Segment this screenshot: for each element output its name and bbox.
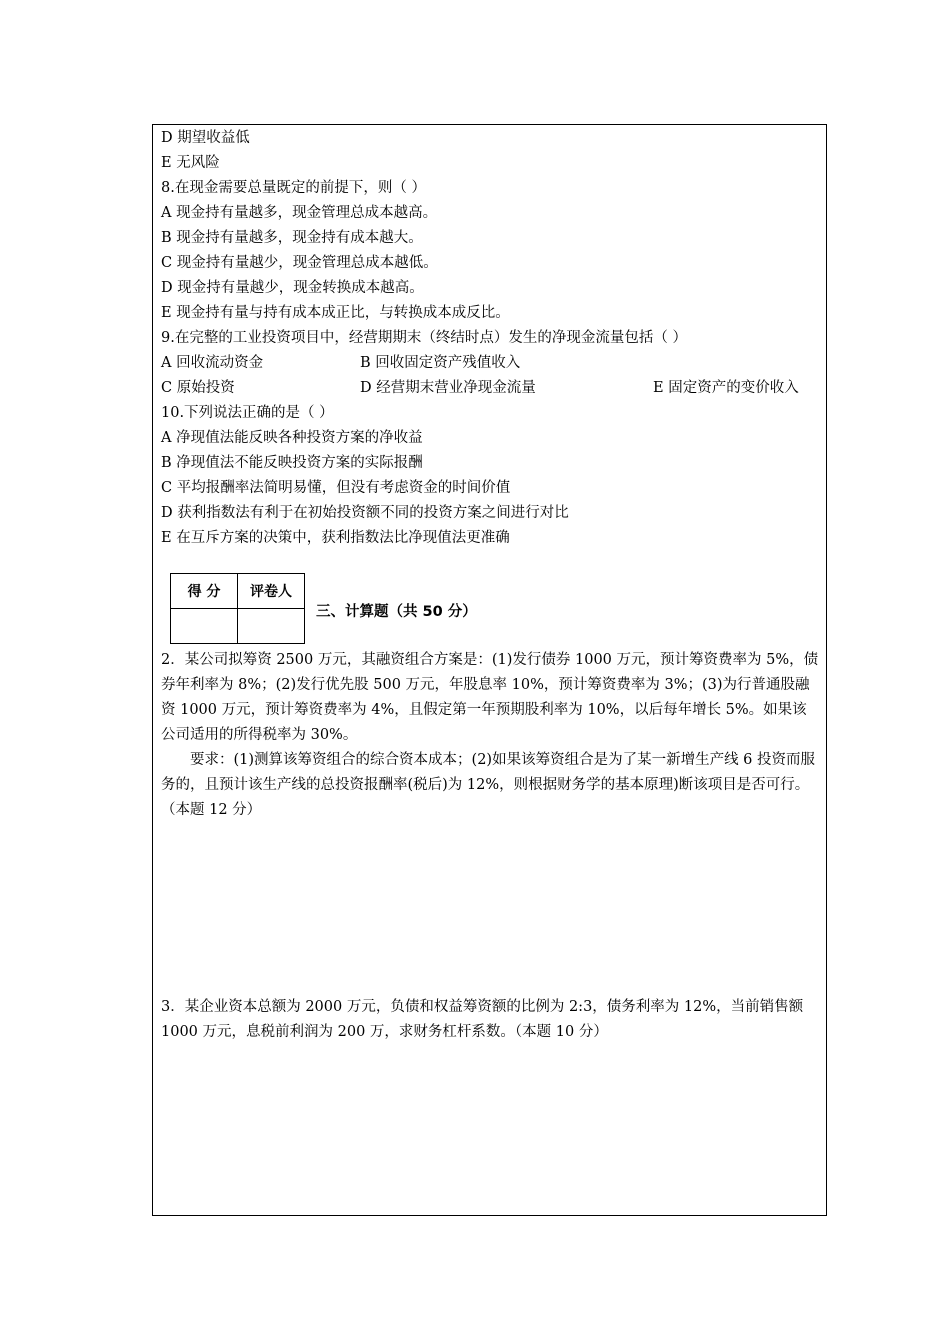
q10-option-a: A 净现值法能反映各种投资方案的净收益 — [161, 430, 423, 446]
calc-question-2 — [161, 648, 821, 823]
q10-stem: 10.下列说法正确的是（ ） — [161, 405, 334, 421]
q8-option-d: D 现金持有量越少，现金转换成本越高。 — [161, 280, 424, 296]
q7-option-e: E 无风险 — [161, 155, 220, 171]
q8-option-c: C 现金持有量越少，现金管理总成本越低。 — [161, 255, 438, 271]
score-header: 得 分 — [171, 574, 238, 609]
q10-option-e: E 在互斥方案的决策中，获利指数法比净现值法更准确 — [161, 530, 510, 546]
q8-stem: 8.在现金需要总量既定的前提下，则（ ） — [161, 180, 426, 196]
q9-option-b: B 回收固定资产残值收入 — [360, 355, 521, 371]
q9-option-d: D 经营期末营业净现金流量 — [360, 380, 536, 396]
section-title: 三、计算题（共 50 分） — [316, 604, 477, 620]
q8-option-e: E 现金持有量与持有成本成正比，与转换成本成反比。 — [161, 305, 510, 321]
calc-question-3 — [161, 995, 821, 1045]
score-table — [170, 573, 305, 644]
calc2-requirement: 要求：(1)测算该筹资组合的综合资本成本；(2)如果该筹资组合是为了某一新增生产线 6 投资而服务的，且预计该生产线的总投资报酬率(税后)为 12%，则根据财务学的基本原理)断该项目是否可行。（本题 12 分） — [161, 752, 816, 818]
score-cell — [171, 609, 238, 644]
q8-option-b: B 现金持有量越多，现金持有成本越大。 — [161, 230, 423, 246]
grader-cell — [238, 609, 305, 644]
q7-option-d: D 期望收益低 — [161, 130, 250, 146]
q10-option-b: B 净现值法不能反映投资方案的实际报酬 — [161, 455, 423, 471]
q9-option-c: C 原始投资 — [161, 380, 235, 396]
q9-option-a: A 回收流动资金 — [161, 355, 264, 371]
q10-option-c: C 平均报酬率法简明易懂，但没有考虑资金的时间价值 — [161, 480, 511, 496]
calc2-text: 2．某公司拟筹资 2500 万元，其融资组合方案是：(1)发行债券 1000 万元，预计筹资费率为 5%，债券年利率为 8%；(2)发行优先股 500 万元，年股息率 10%，预计筹资费率为 3%；(3)为行普通股融资 1000 万元，预计筹资费率为 4%，且假定第一年预期股利率为 10%，以后每年增长 5%。如果该公司适用的所得税率为 30%。 — [161, 652, 819, 743]
q9-stem: 9.在完整的工业投资项目中，经营期期末（终结时点）发生的净现金流量包括（ ） — [161, 330, 687, 346]
calc3-text: 3．某企业资本总额为 2000 万元，负债和权益筹资额的比例为 2:3，债务利率为 12%，当前销售额 1000 万元，息税前利润为 200 万，求财务杠杆系数。（本题 10 分） — [161, 999, 804, 1040]
grader-header: 评卷人 — [238, 574, 305, 609]
q10-option-d: D 获利指数法有利于在初始投资额不同的投资方案之间进行对比 — [161, 505, 569, 521]
q8-option-a: A 现金持有量越多，现金管理总成本越高。 — [161, 205, 438, 221]
q9-option-e: E 固定资产的变价收入 — [653, 380, 799, 396]
